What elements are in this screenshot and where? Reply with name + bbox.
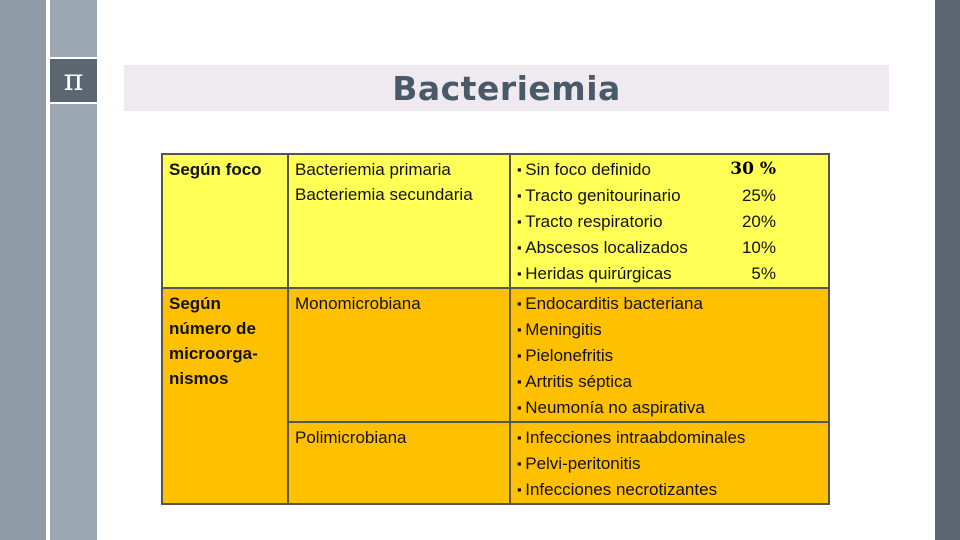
type-cell [288, 288, 510, 422]
item-label: ▪ Tracto genitourinario [517, 183, 681, 209]
right-decor-strip [935, 0, 960, 540]
items-cell [510, 422, 829, 504]
items-cell [510, 288, 829, 422]
pi-glyph: π [63, 62, 84, 98]
type-label: Bacteriemia primaria [295, 160, 451, 179]
item-label: ▪ Neumonía no aspirativa [517, 395, 705, 421]
list-item [517, 183, 822, 209]
type-cell [288, 422, 510, 504]
list-item [517, 261, 822, 287]
type-label: Monomicrobiana [295, 294, 421, 313]
item-percent: 5% [751, 264, 776, 283]
table-row [162, 154, 829, 288]
list-item [517, 157, 822, 183]
item-label: ▪ Endocarditis bacteriana [517, 291, 703, 317]
list-item [517, 209, 822, 235]
heading-line: número de [169, 319, 256, 338]
item-label: ▪ Infecciones intraabdominales [517, 425, 745, 451]
list-item [517, 291, 822, 317]
title-bar [124, 65, 889, 111]
heading-line: microorga- [169, 344, 258, 363]
heading-line: Según [169, 294, 221, 313]
list-item [517, 235, 822, 261]
heading-line: Según foco [169, 160, 262, 179]
table-row [162, 288, 829, 422]
type-cell [288, 154, 510, 288]
heading-line: nismos [169, 369, 229, 388]
item-label: ▪ Meningitis [517, 317, 602, 343]
section-heading [162, 288, 288, 504]
list-item [517, 395, 822, 421]
list-item [517, 343, 822, 369]
item-label: ▪ Tracto respiratorio [517, 209, 663, 235]
item-label: ▪ Infecciones necrotizantes [517, 477, 717, 503]
type-label: Polimicrobiana [295, 428, 407, 447]
pi-logo-icon [50, 57, 97, 104]
list-item [517, 451, 822, 477]
list-item [517, 317, 822, 343]
item-percent: 10% [741, 238, 776, 257]
list-item [517, 425, 822, 451]
item-label: ▪ Sin foco definido [517, 157, 651, 183]
section-heading [162, 154, 288, 288]
left-decor-strip [0, 0, 46, 540]
item-percent: 30 % [730, 159, 776, 179]
bacteriemia-table [161, 153, 830, 505]
item-percent: 20% [741, 212, 776, 231]
item-label: ▪ Abscesos localizados [517, 235, 688, 261]
item-label: ▪ Pielonefritis [517, 343, 613, 369]
item-label: ▪ Heridas quirúrgicas [517, 261, 672, 287]
item-percent: 25% [741, 186, 776, 205]
items-cell [510, 154, 829, 288]
list-item [517, 369, 822, 395]
item-label: ▪ Artritis séptica [517, 369, 632, 395]
type-label: Bacteriemia secundaria [295, 185, 473, 204]
slide-title: Bacteriemia [392, 69, 621, 108]
item-label: ▪ Pelvi-peritonitis [517, 451, 641, 477]
list-item [517, 477, 822, 503]
